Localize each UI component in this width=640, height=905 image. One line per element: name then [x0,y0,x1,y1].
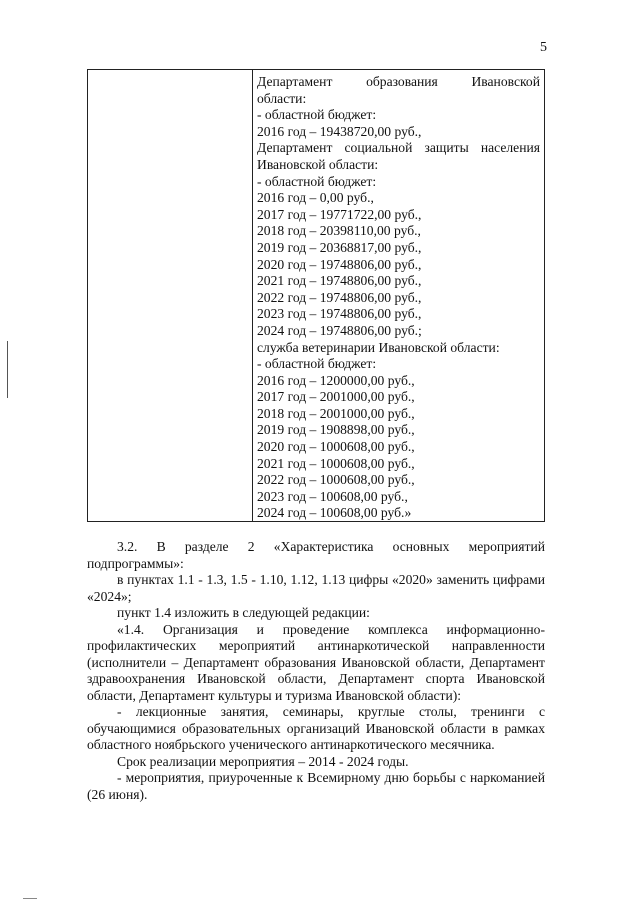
body-paragraph: - лекционные занятия, семинары, круглые столы, тренинги с обучающимися образовательных организаций Ивановской области в рамках областного ноябрьского ученического антинаркотического месячника. [87,704,545,752]
body-paragraph: Срок реализации мероприятия – 2014 - 2024 годы. [117,753,409,769]
budget-table [87,69,545,522]
table-line: служба ветеринарии Ивановской области: [257,339,500,355]
table-line: 2016 год – 19438720,00 руб., [257,123,422,139]
body-paragraph: пункт 1.4 изложить в следующей редакции: [117,605,370,620]
body-paragraph: «1.4. Организация и проведение комплекса информационно-профилактических мероприятий антинаркотической направленности (исполнители – Департамент образования Ивановской области, Департамент здравоохранения Ивановской области, Департамент спорта Ивановской области, Департамент культуры и туризма Ивановской области): [87,621,545,703]
body-paragraph: 3.2. В разделе 2 «Характеристика основных мероприятий подпрограммы»: [87,539,545,571]
table-cell-funding [257,74,540,522]
table-line: 2019 год – 1908898,00 руб., [257,422,415,438]
table-line: 2017 год – 19771722,00 руб., [257,206,422,222]
table-line: Департамент образования Ивановской [257,74,540,89]
table-line: - областной бюджет: [257,173,377,189]
table-line: 2021 год – 19748806,00 руб., [257,273,422,289]
table-line: 2020 год – 1000608,00 руб., [257,439,415,455]
table-line: 2016 год – 0,00 руб., [257,190,374,206]
table-line: 2024 год – 100608,00 руб.» [257,505,412,521]
table-column-divider [252,70,253,521]
table-line: 2023 год – 100608,00 руб., [257,488,408,504]
table-line: 2018 год – 2001000,00 руб., [257,405,415,421]
table-line: 2020 год – 19748806,00 руб., [257,256,422,272]
table-line: Ивановской области: [257,156,379,172]
table-line: 2024 год – 19748806,00 руб.; [257,322,422,338]
margin-scan-mark [7,341,8,398]
table-line: 2016 год – 1200000,00 руб., [257,372,415,388]
table-line: - областной бюджет: [257,356,377,372]
table-line: Департамент социальной защиты населения [257,140,540,156]
table-line: 2019 год – 20368817,00 руб., [257,239,422,255]
document-body [87,539,545,803]
table-line: области: [257,90,307,106]
body-paragraph: - мероприятия, приуроченные к Всемирному дню борьбы с наркоманией (26 июня). [87,770,545,802]
table-line: 2017 год – 2001000,00 руб., [257,389,415,405]
body-paragraph: в пунктах 1.1 - 1.3, 1.5 - 1.10, 1.12, 1.13 цифры «2020» заменить цифрами «2024»; [87,572,545,604]
table-line: - областной бюджет: [257,107,377,123]
table-line: 2021 год – 1000608,00 руб., [257,455,415,471]
footer-scan-mark [23,898,37,899]
table-line: 2018 год – 20398110,00 руб., [257,223,421,239]
page-number: 5 [540,40,547,55]
table-line: 2022 год – 1000608,00 руб., [257,472,415,488]
table-line: 2022 год – 19748806,00 руб., [257,289,422,305]
table-line: 2023 год – 19748806,00 руб., [257,306,422,322]
